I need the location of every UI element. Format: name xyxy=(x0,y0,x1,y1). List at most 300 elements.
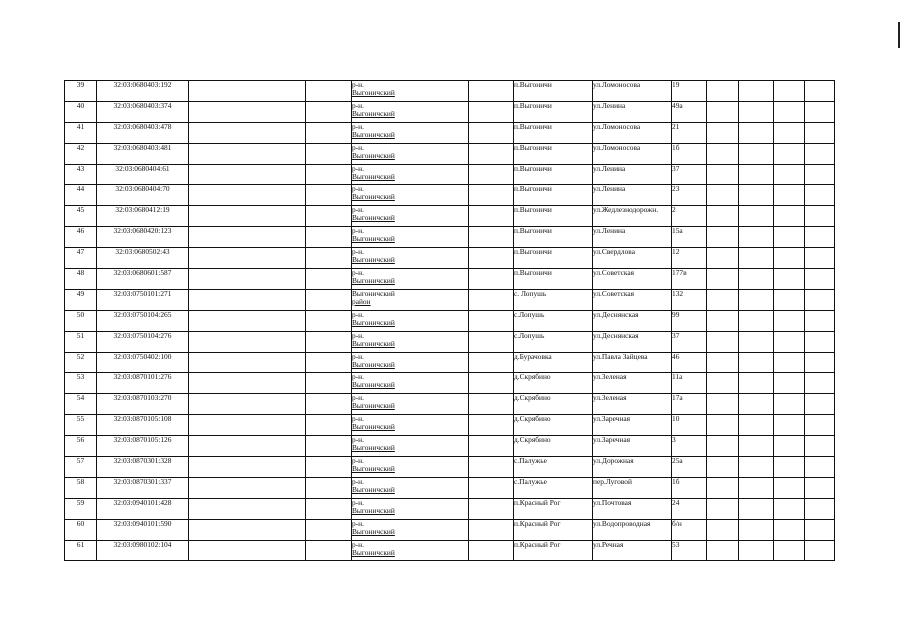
empty-cell xyxy=(707,394,739,415)
street: ул.Ломоносова xyxy=(593,122,672,143)
table-row xyxy=(65,101,835,122)
empty-cell xyxy=(707,289,739,310)
table-row xyxy=(65,122,835,143)
empty-cell xyxy=(739,143,774,164)
empty-cell xyxy=(805,519,835,540)
district-full-name: Выгоничский xyxy=(352,289,395,298)
district-name: Выгоничский xyxy=(352,213,395,223)
table-row xyxy=(65,540,835,561)
empty-cell xyxy=(469,143,514,164)
empty-cell xyxy=(739,206,774,227)
table-row xyxy=(65,394,835,415)
house-number: 132 xyxy=(672,289,707,310)
empty-cell xyxy=(774,143,805,164)
settlement: с.Палужье xyxy=(514,457,593,478)
row-number: 56 xyxy=(65,436,97,457)
cadastral-number: 32:03:0750402:100 xyxy=(97,352,189,373)
empty-cell xyxy=(707,519,739,540)
district-name: Выгоничский xyxy=(352,108,395,118)
empty-cell xyxy=(306,81,352,102)
district-abbr: р-н. xyxy=(352,80,364,89)
district-abbr: р-н. xyxy=(352,393,364,403)
empty-cell xyxy=(805,394,835,415)
row-number: 53 xyxy=(65,373,97,394)
empty-cell xyxy=(306,269,352,290)
street: ул.Дорожная xyxy=(593,457,672,478)
district-name: Выгоничский xyxy=(352,484,395,494)
empty-cell xyxy=(469,498,514,519)
district-abbr: р-н. xyxy=(352,331,364,340)
empty-cell xyxy=(707,206,739,227)
street: ул.Деснянская xyxy=(593,331,672,352)
empty-cell xyxy=(469,269,514,290)
empty-cell xyxy=(306,394,352,415)
empty-cell xyxy=(707,331,739,352)
empty-cell xyxy=(774,81,805,102)
empty-cell xyxy=(469,81,514,102)
district-cell xyxy=(352,457,469,478)
house-number: 19 xyxy=(672,81,707,102)
settlement: п.Красный Рог xyxy=(514,498,593,519)
table-row xyxy=(65,415,835,436)
house-number: 24 xyxy=(672,498,707,519)
empty-cell xyxy=(774,248,805,269)
house-number: 11а xyxy=(672,373,707,394)
empty-cell xyxy=(739,310,774,331)
empty-cell xyxy=(306,519,352,540)
district-abbr: р-н. xyxy=(352,101,364,110)
street: ул.Ленина xyxy=(593,164,672,185)
row-number: 57 xyxy=(65,457,97,478)
district-name: Выгоничский xyxy=(352,88,395,97)
district-cell xyxy=(352,310,469,331)
empty-cell xyxy=(805,185,835,206)
empty-cell xyxy=(306,540,352,561)
settlement: п.Выгоничи xyxy=(514,227,593,248)
street: ул.Советская xyxy=(593,269,672,290)
table-body xyxy=(65,81,835,561)
house-number: 37 xyxy=(672,331,707,352)
empty-cell xyxy=(739,331,774,352)
cadastral-number: 32:03:0680404:70 xyxy=(97,185,189,206)
district-abbr: р-н. xyxy=(352,226,364,236)
table-row xyxy=(65,436,835,457)
empty-cell xyxy=(189,269,306,290)
empty-cell xyxy=(189,540,306,561)
district-name: Выгоничский xyxy=(352,547,395,557)
empty-cell xyxy=(774,206,805,227)
district-cell xyxy=(352,185,469,206)
settlement: п.Выгоничи xyxy=(514,143,593,164)
empty-cell xyxy=(189,185,306,206)
empty-cell xyxy=(774,540,805,561)
empty-cell xyxy=(805,540,835,561)
cadastral-number: 32:03:0750104:276 xyxy=(97,331,189,352)
district-cell xyxy=(352,436,469,457)
empty-cell xyxy=(805,498,835,519)
cadastral-number: 32:03:0680404:61 xyxy=(97,164,189,185)
empty-cell xyxy=(774,477,805,498)
district-cell xyxy=(352,289,469,310)
district-cell xyxy=(352,227,469,248)
district-cell xyxy=(352,394,469,415)
empty-cell xyxy=(739,164,774,185)
row-number: 39 xyxy=(65,81,97,102)
row-number: 59 xyxy=(65,498,97,519)
settlement: с. Лопушь xyxy=(514,289,593,310)
district-abbr: р-н. xyxy=(352,435,364,445)
settlement: п.Выгоничи xyxy=(514,101,593,122)
empty-cell xyxy=(774,227,805,248)
settlement: п.Выгоничи xyxy=(514,81,593,102)
cadastral-number: 32:03:0680403:481 xyxy=(97,143,189,164)
empty-cell xyxy=(774,498,805,519)
empty-cell xyxy=(189,101,306,122)
cadastral-number: 32:03:0750104:265 xyxy=(97,310,189,331)
street: ул.Деснянская xyxy=(593,310,672,331)
empty-cell xyxy=(306,227,352,248)
empty-cell xyxy=(189,164,306,185)
row-number: 61 xyxy=(65,540,97,561)
district-name: Выгоничский xyxy=(352,422,395,432)
empty-cell xyxy=(774,331,805,352)
empty-cell xyxy=(805,310,835,331)
empty-cell xyxy=(707,248,739,269)
empty-cell xyxy=(805,81,835,102)
empty-cell xyxy=(306,248,352,269)
empty-cell xyxy=(707,81,739,102)
street: пер.Луговой xyxy=(593,477,672,498)
empty-cell xyxy=(805,331,835,352)
empty-cell xyxy=(707,310,739,331)
table-row xyxy=(65,373,835,394)
street: ул.Ломоносова xyxy=(593,81,672,102)
district-name: Выгоничский xyxy=(352,505,395,515)
house-number: 49а xyxy=(672,101,707,122)
empty-cell xyxy=(189,373,306,394)
empty-cell xyxy=(189,81,306,102)
empty-cell xyxy=(469,394,514,415)
empty-cell xyxy=(469,122,514,143)
district-abbr: р-н. xyxy=(352,456,364,466)
empty-cell xyxy=(707,143,739,164)
empty-cell xyxy=(707,498,739,519)
row-number: 48 xyxy=(65,269,97,290)
district-name: Выгоничский xyxy=(352,171,395,181)
cadastral-number: 32:03:0680502:43 xyxy=(97,248,189,269)
empty-cell xyxy=(805,206,835,227)
district-name: Выгоничский xyxy=(352,338,395,348)
empty-cell xyxy=(189,122,306,143)
row-number: 60 xyxy=(65,519,97,540)
empty-cell xyxy=(469,248,514,269)
district-abbr: р-н. xyxy=(352,268,364,278)
cadastral-number: 32:03:0940101:590 xyxy=(97,519,189,540)
house-number: 15а xyxy=(672,227,707,248)
street: ул.Зеленая xyxy=(593,394,672,415)
row-number: 51 xyxy=(65,331,97,352)
empty-cell xyxy=(189,477,306,498)
cadastral-number: 32:03:0680403:478 xyxy=(97,122,189,143)
empty-cell xyxy=(739,394,774,415)
empty-cell xyxy=(739,436,774,457)
empty-cell xyxy=(774,101,805,122)
district-cell xyxy=(352,81,469,102)
district-name: Выгоничский xyxy=(352,129,395,139)
district-abbr: р-н. xyxy=(352,519,364,528)
empty-cell xyxy=(739,101,774,122)
row-number: 43 xyxy=(65,164,97,185)
cadastral-number: 32:03:0870105:126 xyxy=(97,436,189,457)
empty-cell xyxy=(774,289,805,310)
empty-cell xyxy=(739,498,774,519)
empty-cell xyxy=(805,289,835,310)
empty-cell xyxy=(306,436,352,457)
district-abbr: р-н. xyxy=(352,164,364,173)
empty-cell xyxy=(469,519,514,540)
settlement: д.Скрябино xyxy=(514,373,593,394)
row-number: 45 xyxy=(65,206,97,227)
empty-cell xyxy=(739,122,774,143)
empty-cell xyxy=(805,143,835,164)
district-cell xyxy=(352,101,469,122)
row-number: 55 xyxy=(65,415,97,436)
cadastral-number: 32:03:0870301:328 xyxy=(97,457,189,478)
settlement: д.Скрябино xyxy=(514,394,593,415)
empty-cell xyxy=(774,373,805,394)
settlement: п.Выгоничи xyxy=(514,269,593,290)
settlement: п.Выгоничи xyxy=(514,248,593,269)
row-number: 41 xyxy=(65,122,97,143)
cadastral-number: 32:03:0680601:587 xyxy=(97,269,189,290)
cadastral-number: 32:03:0980102:104 xyxy=(97,540,189,561)
cadastral-number: 32:03:0940101:428 xyxy=(97,498,189,519)
district-cell xyxy=(352,164,469,185)
district-cell xyxy=(352,331,469,352)
empty-cell xyxy=(306,373,352,394)
district-name: Выгоничский xyxy=(352,464,395,474)
table-row xyxy=(65,164,835,185)
district-name: Выгоничский xyxy=(352,317,395,327)
empty-cell xyxy=(774,352,805,373)
district-abbr: р-н. xyxy=(352,310,364,319)
district-cell xyxy=(352,373,469,394)
empty-cell xyxy=(306,415,352,436)
street: ул.Ленина xyxy=(593,227,672,248)
district-abbr: р-н. xyxy=(352,205,364,215)
district-cell xyxy=(352,498,469,519)
empty-cell xyxy=(805,477,835,498)
street: ул.Свердлова xyxy=(593,248,672,269)
empty-cell xyxy=(805,122,835,143)
table-row xyxy=(65,352,835,373)
empty-cell xyxy=(739,269,774,290)
empty-cell xyxy=(189,498,306,519)
empty-cell xyxy=(739,352,774,373)
settlement: с.Палужье xyxy=(514,477,593,498)
table-row xyxy=(65,477,835,498)
empty-cell xyxy=(739,81,774,102)
empty-cell xyxy=(707,185,739,206)
district-cell xyxy=(352,269,469,290)
table-row xyxy=(65,248,835,269)
empty-cell xyxy=(707,373,739,394)
empty-cell xyxy=(739,289,774,310)
empty-cell xyxy=(739,415,774,436)
empty-cell xyxy=(707,227,739,248)
empty-cell xyxy=(189,394,306,415)
district-name: Выгоничский xyxy=(352,359,395,369)
empty-cell xyxy=(739,373,774,394)
empty-cell xyxy=(189,519,306,540)
empty-cell xyxy=(469,185,514,206)
district-abbr: р-н. xyxy=(352,184,364,194)
table-row xyxy=(65,81,835,102)
row-number: 47 xyxy=(65,248,97,269)
empty-cell xyxy=(739,227,774,248)
table-row xyxy=(65,519,835,540)
street: ул.Ленина xyxy=(593,185,672,206)
cadastral-number: 32:03:0680403:374 xyxy=(97,101,189,122)
empty-cell xyxy=(774,457,805,478)
empty-cell xyxy=(469,331,514,352)
empty-cell xyxy=(707,352,739,373)
empty-cell xyxy=(189,248,306,269)
house-number: 23 xyxy=(672,185,707,206)
empty-cell xyxy=(306,289,352,310)
empty-cell xyxy=(306,310,352,331)
house-number: 53 xyxy=(672,540,707,561)
cadastral-number: 32:03:0680412:19 xyxy=(97,206,189,227)
table-row xyxy=(65,498,835,519)
table-row xyxy=(65,206,835,227)
empty-cell xyxy=(469,227,514,248)
district-abbr: р-н. xyxy=(352,477,364,486)
district-abbr: р-н. xyxy=(352,540,364,549)
empty-cell xyxy=(306,331,352,352)
house-number: б/н xyxy=(672,519,707,540)
house-number: 12 xyxy=(672,248,707,269)
empty-cell xyxy=(469,415,514,436)
house-number: 177в xyxy=(672,269,707,290)
empty-cell xyxy=(739,248,774,269)
empty-cell xyxy=(189,352,306,373)
empty-cell xyxy=(805,457,835,478)
empty-cell xyxy=(805,248,835,269)
table-row xyxy=(65,331,835,352)
table-row xyxy=(65,269,835,290)
empty-cell xyxy=(805,269,835,290)
settlement: д.Скрябино xyxy=(514,436,593,457)
table-row xyxy=(65,457,835,478)
district-cell xyxy=(352,248,469,269)
empty-cell xyxy=(805,436,835,457)
empty-cell xyxy=(707,164,739,185)
district-cell xyxy=(352,352,469,373)
empty-cell xyxy=(306,352,352,373)
settlement: п.Красный Рог xyxy=(514,519,593,540)
district-abbr: р-н. xyxy=(352,122,364,131)
row-number: 44 xyxy=(65,185,97,206)
district-cell xyxy=(352,519,469,540)
street: ул.Заречная xyxy=(593,436,672,457)
settlement: п.Выгоничи xyxy=(514,185,593,206)
street: ул.Зеленая xyxy=(593,373,672,394)
empty-cell xyxy=(774,269,805,290)
row-number: 40 xyxy=(65,101,97,122)
house-number: 1б xyxy=(672,143,707,164)
district-name: Выгоничский xyxy=(352,276,395,286)
empty-cell xyxy=(306,206,352,227)
empty-cell xyxy=(739,457,774,478)
empty-cell xyxy=(306,143,352,164)
empty-cell xyxy=(707,101,739,122)
empty-cell xyxy=(774,415,805,436)
table-row xyxy=(65,227,835,248)
row-number: 50 xyxy=(65,310,97,331)
empty-cell xyxy=(469,206,514,227)
district-name: Выгоничский xyxy=(352,526,395,536)
empty-cell xyxy=(469,164,514,185)
empty-cell xyxy=(306,477,352,498)
empty-cell xyxy=(774,519,805,540)
street: ул.Водопроводная xyxy=(593,519,672,540)
empty-cell xyxy=(306,457,352,478)
empty-cell xyxy=(189,227,306,248)
empty-cell xyxy=(306,122,352,143)
settlement: д.Скрябино xyxy=(514,415,593,436)
settlement: п.Красный Рог xyxy=(514,540,593,561)
empty-cell xyxy=(189,331,306,352)
empty-cell xyxy=(469,101,514,122)
empty-cell xyxy=(805,227,835,248)
district-name: Выгоничский xyxy=(352,150,395,160)
house-number: 1б xyxy=(672,477,707,498)
cadastral-number: 32:03:0680420:123 xyxy=(97,227,189,248)
empty-cell xyxy=(469,352,514,373)
district-cell xyxy=(352,415,469,436)
empty-cell xyxy=(469,436,514,457)
empty-cell xyxy=(707,457,739,478)
street: ул.Жедлезнодорожн. xyxy=(593,206,672,227)
empty-cell xyxy=(469,289,514,310)
district-abbr: р-н. xyxy=(352,352,364,361)
district-name: Выгоничский xyxy=(352,401,395,411)
table-row xyxy=(65,185,835,206)
empty-cell xyxy=(306,101,352,122)
empty-cell xyxy=(774,394,805,415)
empty-cell xyxy=(189,143,306,164)
table-row xyxy=(65,143,835,164)
house-number: 21 xyxy=(672,122,707,143)
cadastral-number: 32:03:0870105:108 xyxy=(97,415,189,436)
empty-cell xyxy=(774,310,805,331)
empty-cell xyxy=(707,477,739,498)
district-name: Выгоничский xyxy=(352,443,395,453)
cadastral-number: 32:03:0680403:192 xyxy=(97,81,189,102)
street: ул.Речная xyxy=(593,540,672,561)
settlement: с.Лопушь xyxy=(514,310,593,331)
district-abbr: р-н. xyxy=(352,143,364,152)
house-number: 46 xyxy=(672,352,707,373)
empty-cell xyxy=(805,373,835,394)
settlement: п.Выгоничи xyxy=(514,164,593,185)
empty-cell xyxy=(189,415,306,436)
street: ул.Ломоносова xyxy=(593,143,672,164)
district-abbr: р-н. xyxy=(352,372,364,382)
empty-cell xyxy=(469,477,514,498)
empty-cell xyxy=(805,101,835,122)
